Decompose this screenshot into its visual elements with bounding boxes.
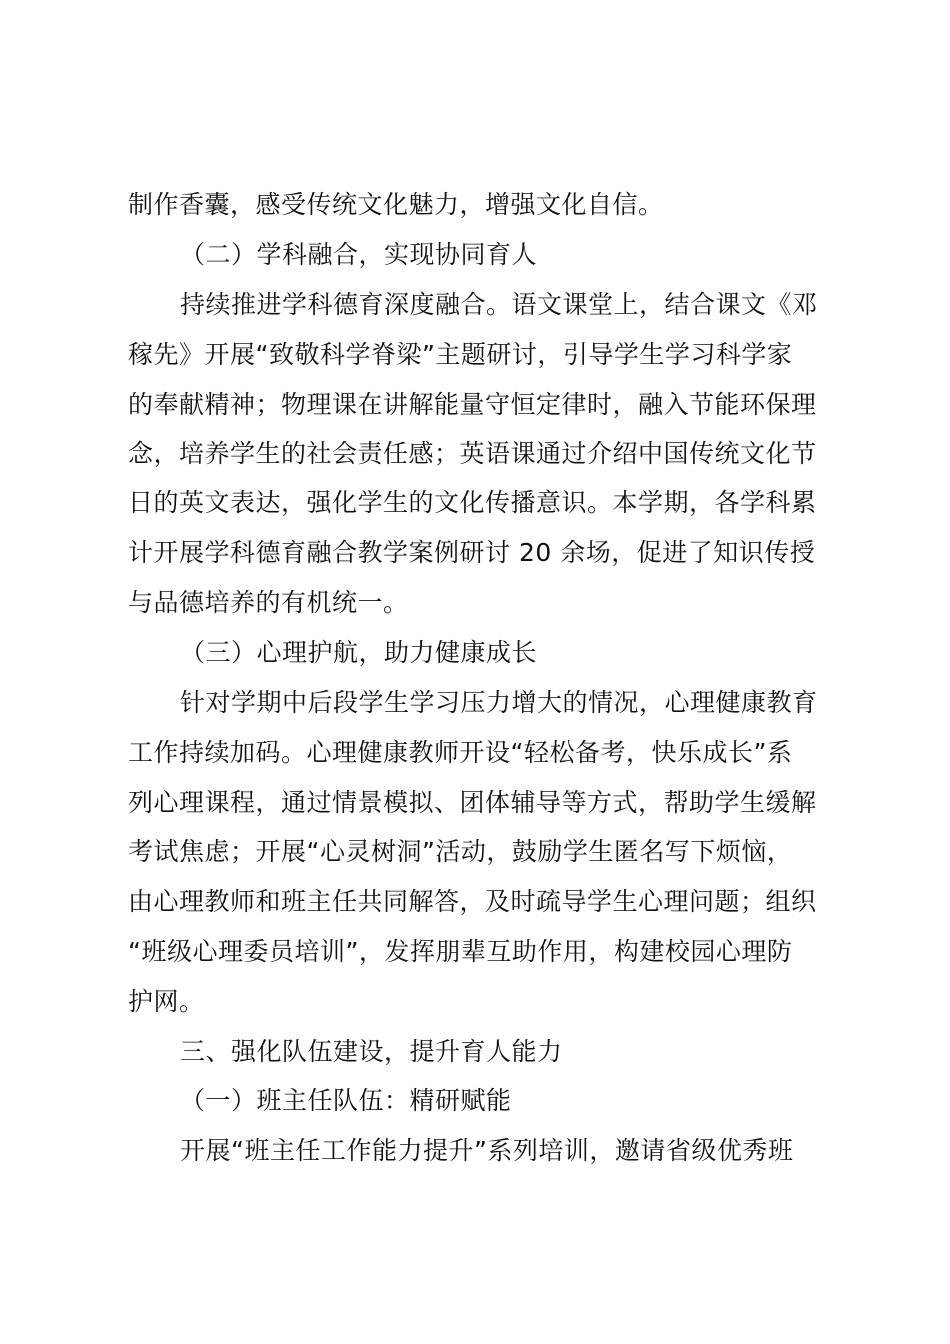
paragraph-line: 护网。 xyxy=(128,987,205,1016)
paragraph-line: “班级心理委员培训”，发挥朋辈互助作用，构建校园心理防 xyxy=(128,937,793,966)
paragraph-line: 列心理课程，通过情景模拟、团体辅导等方式，帮助学生缓解 xyxy=(128,788,817,817)
section-heading: （三）心理护航，助力健康成长 xyxy=(180,638,538,667)
paragraph-line: 持续推进学科德育深度融合。语文课堂上，结合课文《邓 xyxy=(180,290,818,319)
section-heading: （二）学科融合，实现协同育人 xyxy=(180,240,538,269)
paragraph-line: 计开展学科德育融合教学案例研讨 20 余场，促进了知识传授 xyxy=(128,538,816,567)
paragraph-line: 制作香囊，感受传统文化魅力，增强文化自信。 xyxy=(128,190,664,219)
paragraph-line: 考试焦虑；开展“心灵树洞”活动，鼓励学生匿名写下烦恼， xyxy=(128,837,793,866)
paragraph-line: 的奉献精神；物理课在讲解能量守恒定律时，融入节能环保理 xyxy=(128,390,817,419)
paragraph-line: 由心理教师和班主任共同解答，及时疏导学生心理问题；组织 xyxy=(128,887,817,916)
paragraph-line: 开展“班主任工作能力提升”系列培训，邀请省级优秀班 xyxy=(180,1136,794,1165)
paragraph-line: 工作持续加码。心理健康教师开设“轻松备考，快乐成长”系 xyxy=(128,738,793,767)
paragraph-line: 念，培养学生的社会责任感；英语课通过介绍中国传统文化节 xyxy=(128,439,817,468)
section-heading: （一）班主任队伍：精研赋能 xyxy=(180,1086,512,1115)
paragraph-line: 针对学期中后段学生学习压力增大的情况，心理健康教育 xyxy=(180,688,818,717)
paragraph-line: 稼先》开展“致敬科学脊梁”主题研讨，引导学生学习科学家 xyxy=(128,340,793,369)
chapter-heading: 三、强化队伍建设，提升育人能力 xyxy=(180,1037,563,1066)
paragraph-line: 与品德培养的有机统一。 xyxy=(128,588,409,617)
paragraph-line: 日的英文表达，强化学生的文化传播意识。本学期，各学科累 xyxy=(128,488,817,517)
